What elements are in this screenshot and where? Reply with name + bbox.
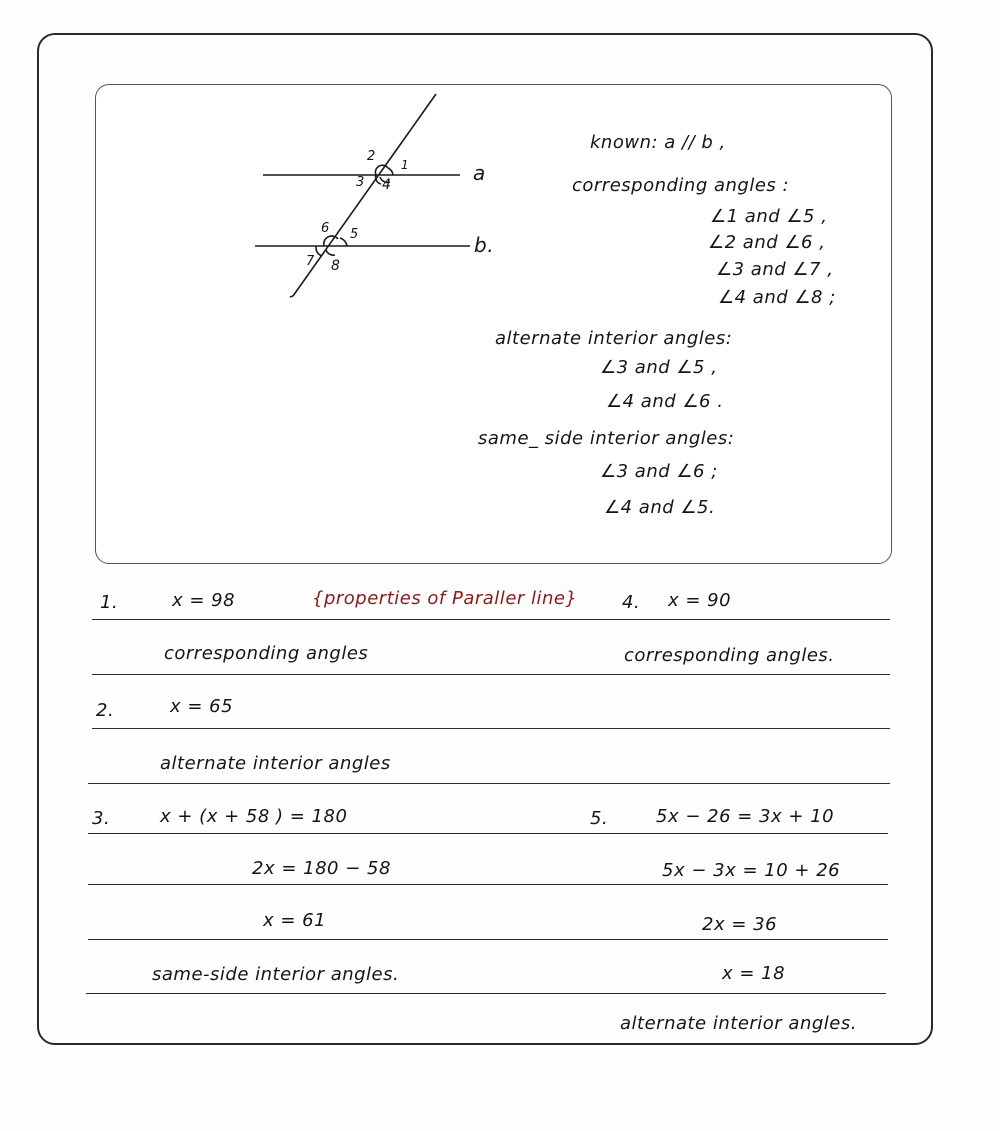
q5-step-1: 5x − 26 = 3x + 10 (656, 806, 835, 827)
q2-equation: x = 65 (170, 696, 234, 717)
properties-note: {properties of Paraller line} (312, 588, 578, 609)
line-label-b: b. (474, 233, 495, 257)
q1-number: 1. (100, 592, 119, 613)
ruled-line (86, 993, 886, 994)
q4-equation: x = 90 (668, 590, 732, 611)
q2-reason: alternate interior angles (160, 753, 391, 774)
alternate-pair-1: ∠3 and ∠5 , (600, 357, 718, 378)
q3-number: 3. (92, 808, 111, 829)
angle-label-7: 7 (306, 254, 315, 269)
angle-label-3: 3 (356, 175, 365, 190)
corresponding-pair-1: ∠1 and ∠5 , (710, 206, 828, 227)
same-side-pair-2: ∠4 and ∠5. (604, 497, 716, 518)
q4-reason: corresponding angles. (624, 645, 835, 666)
corresponding-title: corresponding angles : (572, 175, 790, 196)
ruled-line (88, 833, 888, 834)
ruled-line (88, 884, 888, 885)
angle-label-2: 2 (367, 149, 376, 164)
corresponding-pair-4: ∠4 and ∠8 ; (718, 287, 836, 308)
angle-label-1: 1 (401, 158, 410, 172)
angle-label-6: 6 (321, 221, 330, 236)
angle-label-4: 4 (382, 177, 392, 193)
line-label-a: a (473, 161, 486, 185)
ruled-line (92, 674, 890, 675)
q3-step-1: x + (x + 58 ) = 180 (160, 806, 348, 827)
same-side-title: same_ side interior angles: (478, 428, 735, 449)
q3-step-2: 2x = 180 − 58 (252, 858, 391, 879)
alternate-title: alternate interior angles: (495, 328, 733, 349)
q5-number: 5. (590, 808, 609, 829)
q4-number: 4. (622, 592, 641, 613)
q3-step-3: x = 61 (263, 910, 327, 931)
corresponding-pair-2: ∠2 and ∠6 , (708, 232, 826, 253)
alternate-pair-2: ∠4 and ∠6 . (606, 391, 724, 412)
same-side-pair-1: ∠3 and ∠6 ; (600, 461, 718, 482)
q5-step-4: x = 18 (722, 963, 786, 984)
ruled-line (88, 783, 890, 784)
q5-step-2: 5x − 3x = 10 + 26 (662, 860, 841, 881)
angle-label-8: 8 (331, 258, 341, 274)
q1-equation: x = 98 (172, 590, 236, 611)
ruled-line (92, 728, 890, 729)
known-given: known: a // b , (590, 132, 726, 153)
angle-label-5: 5 (350, 227, 359, 242)
ruled-line (92, 619, 890, 620)
q1-reason: corresponding angles (164, 643, 369, 664)
corresponding-pair-3: ∠3 and ∠7 , (716, 259, 834, 280)
q5-step-3: 2x = 36 (702, 914, 778, 935)
ruled-line (88, 939, 888, 940)
q2-number: 2. (96, 700, 115, 721)
q5-reason: alternate interior angles. (620, 1013, 857, 1034)
q3-reason: same-side interior angles. (152, 964, 400, 985)
